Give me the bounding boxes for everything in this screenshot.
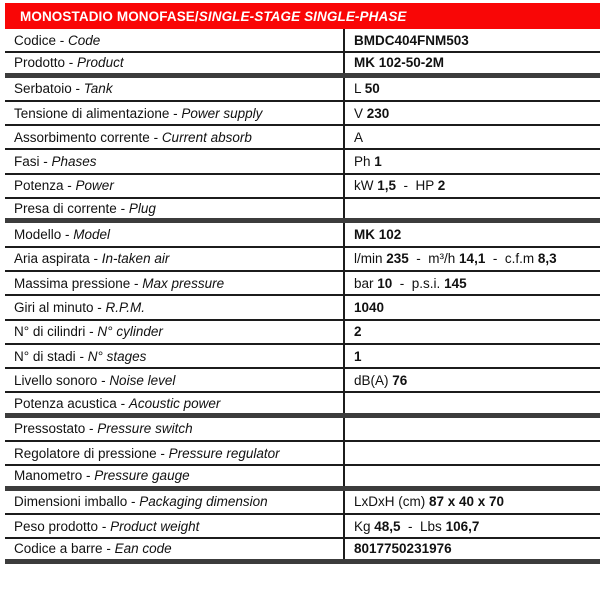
row-label (5, 102, 343, 124)
table-row (5, 345, 600, 369)
value-unit: L (354, 81, 365, 97)
value-number: MK 102-50-2M (354, 55, 445, 71)
row-label-it: Manometro (14, 468, 83, 484)
row-label-it: Peso prodotto (14, 518, 99, 534)
table-row (5, 29, 600, 53)
row-label-en: Ean code (114, 541, 172, 557)
row-value (343, 418, 600, 440)
row-label (5, 126, 343, 148)
row-label-en: Product weight (110, 518, 200, 534)
table-row (5, 78, 600, 102)
table-row (5, 126, 600, 150)
value-number: 106,7 (445, 518, 480, 534)
row-label-en: Packaging dimension (139, 494, 268, 510)
table-row (5, 418, 600, 442)
label-separator: - (156, 445, 169, 461)
row-label (5, 418, 343, 440)
row-label (5, 199, 343, 218)
row-label-it: Assorbimento corrente (14, 129, 150, 145)
label-separator: - (85, 421, 98, 437)
row-label-en: Power (75, 178, 114, 194)
table-row (5, 442, 600, 466)
label-separator: - (116, 201, 129, 217)
row-value (343, 53, 600, 72)
table-row (5, 296, 600, 320)
row-label-en: N° stages (87, 348, 147, 364)
row-label-en: Max pressure (142, 275, 225, 291)
row-label (5, 248, 343, 270)
value-number: 76 (392, 372, 408, 388)
row-label (5, 466, 343, 485)
value-unit: bar (354, 275, 378, 291)
label-separator: - (97, 372, 110, 388)
table-header-title-main: MONOSTADIO MONOFASE/ (20, 8, 199, 24)
label-separator: - (98, 518, 111, 534)
value-unit: - HP (396, 178, 438, 194)
value-unit: LxDxH (cm) (354, 494, 429, 510)
label-separator: - (61, 227, 74, 243)
label-separator: - (71, 81, 84, 97)
value-number: 230 (366, 105, 390, 121)
table-row (5, 466, 600, 490)
row-value (343, 126, 600, 148)
table-row (5, 248, 600, 272)
label-separator: - (127, 494, 140, 510)
value-number: 145 (444, 275, 467, 291)
row-label-it: Massima pressione (14, 275, 131, 291)
value-number: 2 (437, 178, 446, 194)
row-label (5, 29, 343, 51)
value-number: 235 (386, 251, 409, 267)
row-label (5, 321, 343, 343)
row-label-it: Potenza (14, 178, 64, 194)
row-label (5, 369, 343, 391)
value-number: 1 (374, 154, 382, 170)
label-separator: - (56, 32, 69, 48)
row-label-en: In-taken air (101, 251, 170, 267)
table-row (5, 272, 600, 296)
row-label (5, 442, 343, 464)
label-separator: - (75, 348, 88, 364)
row-label-it: Aria aspirata (14, 251, 90, 267)
row-label-it: Fasi (14, 154, 40, 170)
row-value (343, 466, 600, 485)
row-label-it: N° di stadi (14, 348, 76, 364)
value-unit: V (354, 105, 367, 121)
row-label (5, 491, 343, 513)
row-value (343, 223, 600, 245)
row-value (343, 102, 600, 124)
row-label (5, 345, 343, 367)
row-label (5, 78, 343, 100)
label-separator: - (82, 468, 95, 484)
value-unit: l/min (354, 251, 387, 267)
value-unit: - p.s.i. (392, 275, 445, 291)
row-value (343, 393, 600, 412)
row-label-en: Pressure regulator (168, 445, 280, 461)
table-row (5, 369, 600, 393)
table-row (5, 150, 600, 174)
row-label-it: Modello (14, 227, 62, 243)
table-row (5, 515, 600, 539)
label-separator: - (149, 129, 162, 145)
value-number: 87 x 40 x 70 (429, 494, 505, 510)
value-unit: Kg (354, 518, 375, 534)
row-label (5, 539, 343, 558)
row-value (343, 515, 600, 537)
row-label-it: N° di cilindri (14, 324, 86, 340)
row-value (343, 199, 600, 218)
label-separator: - (39, 154, 52, 170)
value-number: 8017750231976 (354, 541, 452, 557)
row-label-it: Regolatore di pressione (14, 445, 157, 461)
row-label-it: Dimensioni imballo (14, 494, 128, 510)
row-label-en: Acoustic power (128, 395, 221, 411)
table-row (5, 53, 600, 77)
row-value (343, 78, 600, 100)
value-number: 1 (354, 348, 362, 364)
row-label-it: Presa di corrente (14, 201, 117, 217)
spec-table-rows (5, 29, 600, 564)
row-label-en: Code (68, 32, 101, 48)
row-label-en: Plug (128, 201, 156, 217)
row-label (5, 393, 343, 412)
value-number: 50 (364, 81, 380, 97)
value-unit: - m³/h (408, 251, 460, 267)
value-number: BMDC404FNM503 (354, 32, 469, 48)
row-label-en: Noise level (109, 372, 176, 388)
row-label-en: Tank (83, 81, 113, 97)
row-value (343, 272, 600, 294)
row-label-it: Codice a barre (14, 541, 103, 557)
table-row (5, 539, 600, 563)
row-value (343, 345, 600, 367)
row-label (5, 515, 343, 537)
row-label-en: Product (77, 55, 124, 71)
label-separator: - (63, 178, 76, 194)
value-number: 10 (377, 275, 393, 291)
row-label-en: Phases (51, 154, 97, 170)
row-label-it: Codice (14, 32, 57, 48)
row-value (343, 539, 600, 558)
value-number: 8,3 (537, 251, 557, 267)
value-unit: dB(A) (354, 372, 393, 388)
table-row (5, 199, 600, 223)
row-label-en: Model (73, 227, 111, 243)
row-label (5, 53, 343, 72)
row-value (343, 29, 600, 51)
label-separator: - (102, 541, 115, 557)
row-label-it: Tensione di alimentazione (14, 105, 170, 121)
value-unit: Ph (354, 154, 375, 170)
table-row (5, 175, 600, 199)
table-row (5, 491, 600, 515)
spec-table (5, 3, 600, 564)
row-label-it: Giri al minuto (14, 299, 94, 315)
row-value (343, 150, 600, 172)
value-number: 1,5 (377, 178, 397, 194)
row-value (343, 321, 600, 343)
value-unit: kW (354, 178, 378, 194)
row-label-it: Potenza acustica (14, 395, 117, 411)
row-label-en: Power supply (181, 105, 263, 121)
value-unit: - Lbs (400, 518, 446, 534)
value-unit: - c.f.m (485, 251, 538, 267)
row-label (5, 223, 343, 245)
row-value (343, 442, 600, 464)
row-label-en: Pressure switch (97, 421, 193, 437)
row-value (343, 296, 600, 318)
table-row (5, 223, 600, 247)
value-number: 1040 (354, 299, 385, 315)
row-label (5, 296, 343, 318)
label-separator: - (169, 105, 182, 121)
row-value (343, 491, 600, 513)
table-row (5, 393, 600, 417)
row-label-it: Prodotto (14, 55, 66, 71)
table-row (5, 321, 600, 345)
row-value (343, 175, 600, 197)
row-label (5, 175, 343, 197)
row-label-en: R.P.M. (105, 299, 146, 315)
row-label (5, 272, 343, 294)
row-label-en: N° cylinder (97, 324, 163, 340)
row-label-en: Current absorb (161, 129, 252, 145)
row-label-it: Serbatoio (14, 81, 72, 97)
label-separator: - (65, 55, 78, 71)
label-separator: - (93, 299, 106, 315)
table-row (5, 102, 600, 126)
row-value (343, 248, 600, 270)
row-label-en: Pressure gauge (94, 468, 190, 484)
label-separator: - (116, 395, 129, 411)
value-number: 14,1 (459, 251, 486, 267)
table-header-title-italic: SINGLE-STAGE SINGLE-PHASE (198, 8, 407, 24)
value-unit: A (354, 129, 364, 145)
label-separator: - (89, 251, 102, 267)
row-label-it: Pressostato (14, 421, 86, 437)
table-header (5, 3, 600, 29)
row-label-it: Livello sonoro (14, 372, 98, 388)
label-separator: - (85, 324, 98, 340)
value-number: MK 102 (354, 227, 402, 243)
value-number: 2 (354, 324, 362, 340)
value-number: 48,5 (374, 518, 401, 534)
label-separator: - (130, 275, 143, 291)
row-label (5, 150, 343, 172)
row-value (343, 369, 600, 391)
